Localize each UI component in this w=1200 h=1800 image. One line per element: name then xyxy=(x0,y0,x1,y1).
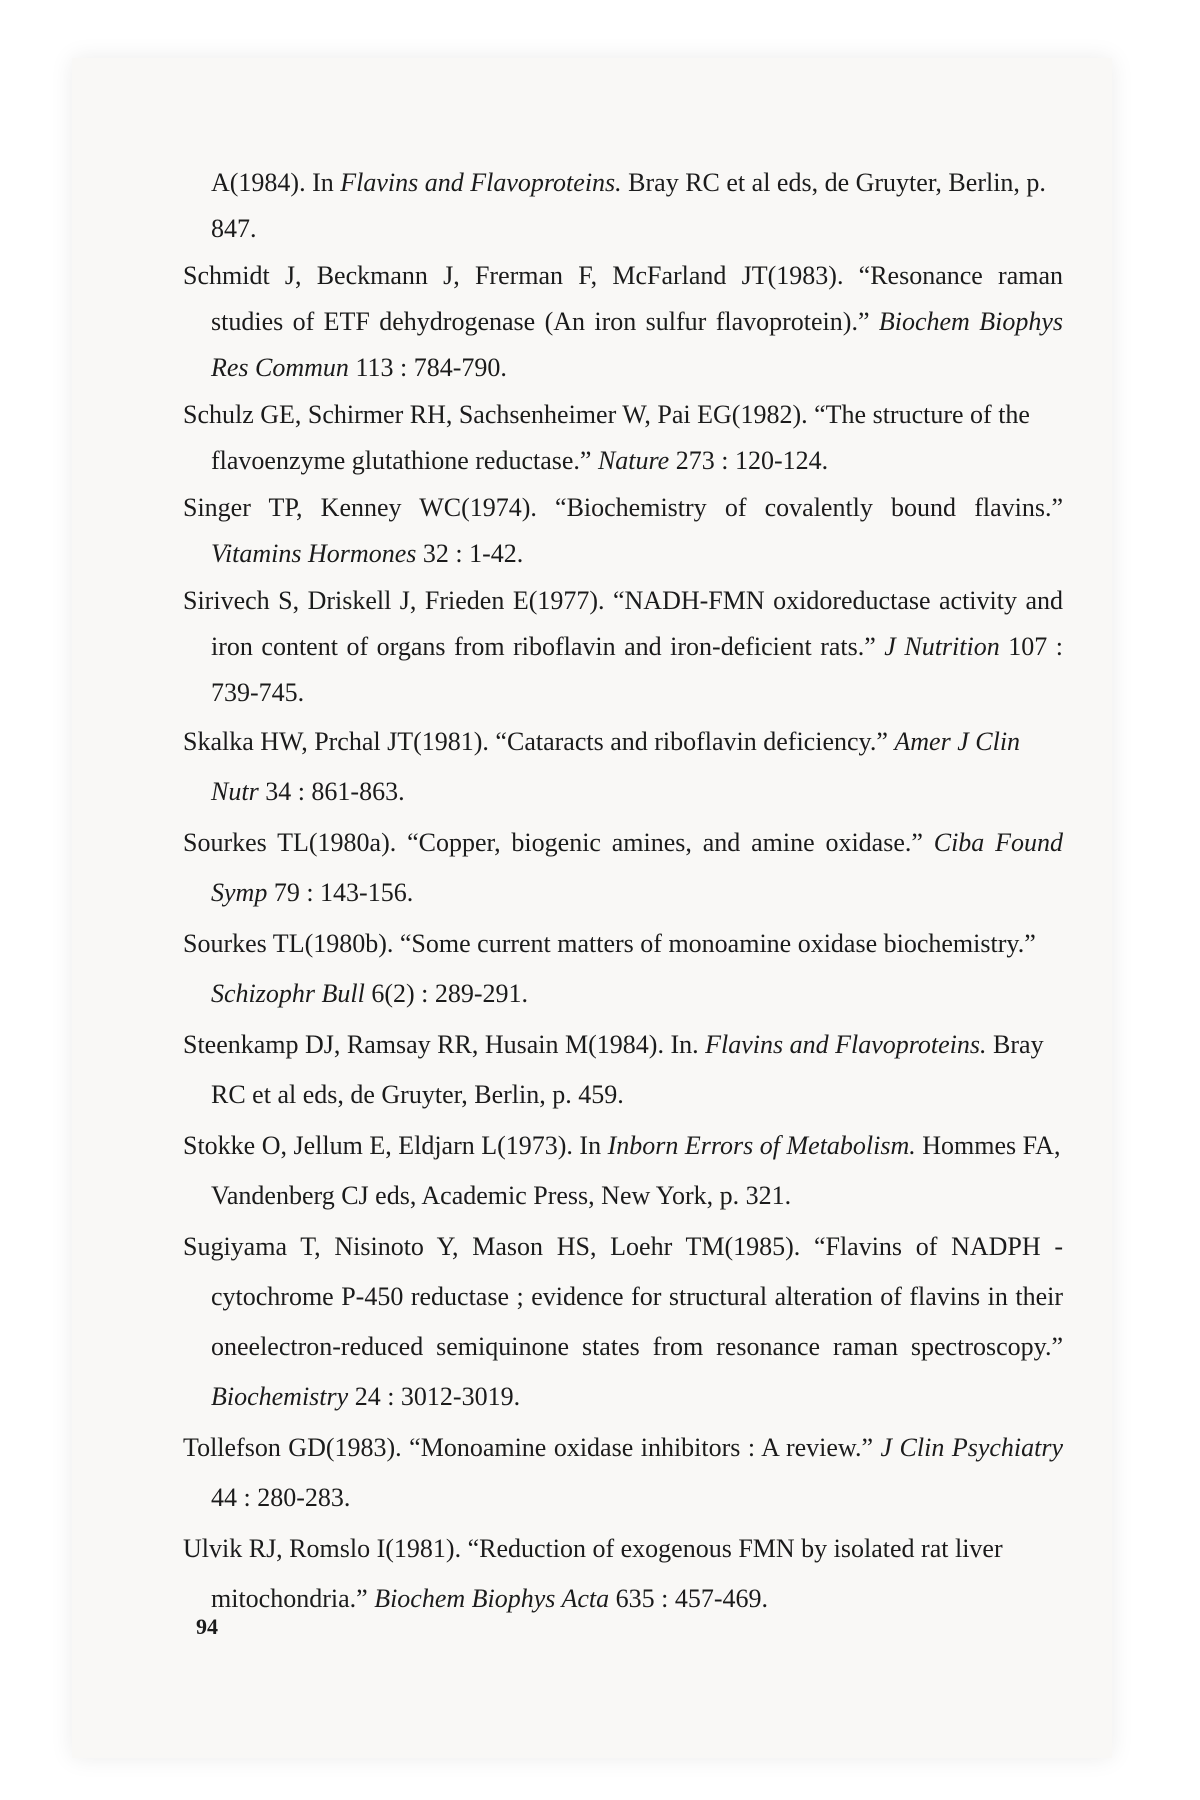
reference-text: Singer TP, Kenney WC(1974). “Biochemistry of covalently bound flavins.” xyxy=(183,493,1063,522)
reference-entry xyxy=(183,392,1063,484)
reference-text: Schulz GE, Schirmer RH, Sachsenheimer W, Pai EG(1982). “The structure of the flavoenzyme glutathione reductase.” xyxy=(183,400,1030,475)
reference-source: J Clin Psychiatry xyxy=(880,1433,1064,1462)
reference-text: Sourkes TL(1980a). “Copper, biogenic amines, and amine oxidase.” xyxy=(183,828,934,857)
reference-text: Hommes FA, Vandenberg CJ eds, Academic Press, New York, p. 321. xyxy=(211,1131,1061,1210)
reference-text: 113 : 784-790. xyxy=(348,353,507,382)
reference-source: Flavins and Flavoproteins. xyxy=(705,1030,987,1059)
reference-text: Sourkes TL(1980b). “Some current matters of monoamine oxidase biochemistry.” xyxy=(183,929,1036,958)
reference-list xyxy=(183,160,1063,1625)
reference-text: 34 : 861-863. xyxy=(258,777,405,806)
reference-text: Skalka HW, Prchal JT(1981). “Cataracts and riboflavin deficiency.” xyxy=(183,727,895,756)
reference-entry xyxy=(183,253,1063,391)
reference-text: Stokke O, Jellum E, Eldjarn L(1973). In xyxy=(183,1131,608,1160)
reference-text: Tollefson GD(1983). “Monoamine oxidase inhibitors : A review.” xyxy=(183,1433,881,1462)
reference-text: 107 : 739-745. xyxy=(211,632,1063,707)
reference-entry xyxy=(183,1423,1063,1523)
reference-entry xyxy=(183,919,1063,1019)
reference-entry xyxy=(183,485,1063,577)
reference-entry xyxy=(183,578,1063,716)
reference-text: 6(2) : 289-291. xyxy=(364,979,529,1008)
reference-text: 32 : 1-42. xyxy=(416,539,524,568)
reference-entry xyxy=(183,1121,1063,1221)
reference-text: A(1984). In xyxy=(211,168,341,197)
reference-entry xyxy=(183,1524,1063,1624)
reference-source: Biochemistry xyxy=(211,1382,349,1411)
reference-text: Ulvik RJ, Romslo I(1981). “Reduction of exogenous FMN by isolated rat liver mitochondria.” xyxy=(183,1534,1003,1613)
reference-source: Ciba Found Symp xyxy=(211,828,1064,907)
reference-text: Schmidt J, Beckmann J, Frerman F, McFarland JT(1983). “Resonance raman studies of ETF dehydrogenase (An iron sulfur flavoprotein).” xyxy=(183,261,1063,336)
reference-entry xyxy=(183,1020,1063,1120)
reference-text: Bray RC et al eds, de Gruyter, Berlin, p. 847. xyxy=(211,168,1046,243)
reference-source: Flavins and Flavoproteins. xyxy=(340,168,622,197)
reference-text: Sugiyama T, Nisinoto Y, Mason HS, Loehr TM(1985). “Flavins of NADPH -cytochrome P-450 reductase ; evidence for structural alteration of flavins in their oneelectron-reduced semiquinone states from resonance raman spectroscopy.” xyxy=(183,1232,1063,1361)
reference-entry xyxy=(183,1222,1063,1422)
reference-text: 24 : 3012-3019. xyxy=(348,1382,521,1411)
reference-source: Schizophr Bull xyxy=(211,979,365,1008)
reference-text: 635 : 457-469. xyxy=(609,1584,768,1613)
reference-entry xyxy=(183,717,1063,817)
reference-source: Vitamins Hormones xyxy=(211,539,417,568)
reference-source: Amer J Clin Nutr xyxy=(211,727,1021,806)
reference-entry xyxy=(183,160,1063,252)
reference-text: 79 : 143-156. xyxy=(267,878,414,907)
reference-entry xyxy=(183,818,1063,918)
reference-source: Biochem Biophys Acta xyxy=(374,1584,610,1613)
reference-source: Biochem Biophys Res Commun xyxy=(211,307,1063,382)
reference-text: Bray RC et al eds, de Gruyter, Berlin, p. 459. xyxy=(211,1030,1044,1109)
reference-source: Nature xyxy=(597,446,670,475)
reference-text: 273 : 120-124. xyxy=(669,446,829,475)
reference-source: Inborn Errors of Metabolism. xyxy=(607,1131,916,1160)
reference-source: J Nutrition xyxy=(884,632,1000,661)
reference-text: Sirivech S, Driskell J, Frieden E(1977). “NADH-FMN oxidoreductase activity and iron content of organs from riboflavin and iron-deficient rats.” xyxy=(183,586,1063,661)
reference-text: 44 : 280-283. xyxy=(211,1483,351,1512)
page-number: 94 xyxy=(196,1614,218,1639)
reference-text: Steenkamp DJ, Ramsay RR, Husain M(1984). In. xyxy=(183,1030,706,1059)
